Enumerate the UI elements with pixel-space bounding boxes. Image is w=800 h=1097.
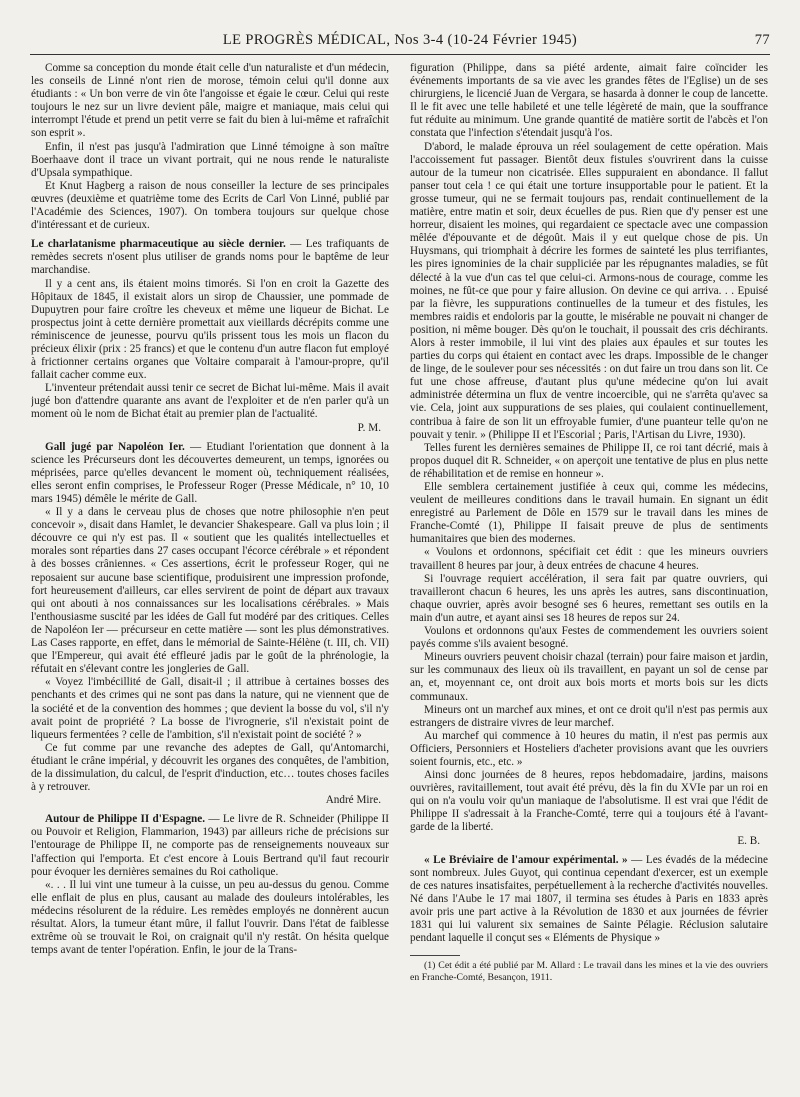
- journal-title: LE PROGRÈS MÉDICAL, Nos 3-4 (10-24 Février 1945): [222, 32, 578, 48]
- paragraph: « Il y a dans le cerveau plus de choses que notre philosophie n'en peut concevoir », disait dans Hamlet, le devancier Shakespeare. Gall va plus loin ; il découvre ce qui n'y est pas. Il « soutient que les qualités intellectuelles et morales sont réparties dans 27 cases occupant l'écorce cérébrale » et répondent à des bosses crâniennes. « Ces assertions, écrit le professeur Roger, qui ne reposaient sur aucune base scientifique, produisirent une impression profonde, fort heureusement d'ailleurs, car elles servirent de point de départ aux travaux qui ont abouti à nos connaissances sur les localisations cérébrales. » Mais l'enthousiasme suscité par les idées de Gall fut modéré par des critiques. Celles de Napoléon Ier — précurseur en cette matière — sont les plus démonstratives. Las Cases rapporte, en effet, dans le mémorial de Sainte-Hélène (t. III, ch. VII) que l'Empereur, qui avait été effleuré jadis par le goût de la phrénologie, la réfutait en s'élevant contre les jongleries de Gall.: [31, 506, 389, 676]
- paragraph: «. . . Il lui vint une tumeur à la cuisse, un peu au-dessus du genou. Comme elle enflait de plus en plus, causant au malade des douleurs intolérables, les médecins résolurent de la réduire. Les remèdes employés ne donnèrent aucun résultat. Alors, la tumeur étant mûre, il fallut l'ouvrir. Dans l'état de faiblesse extrême où se trouvait le Roi, on craignait qu'il n'y restât. On hésita quelque temps avant de tenter l'opération. Enfin, le jour de la Trans-: [31, 878, 389, 957]
- section-heading: Autour de Philippe II d'Espagne.: [45, 813, 206, 826]
- paragraph: « Voulons et ordonnons, spécifiait cet édit : que les mineurs ouvriers travaillent 8 heures par jour, à deux entrées de chacune 4 heures.: [410, 546, 768, 572]
- left-column: [31, 62, 389, 1090]
- paragraph: Si l'ouvrage requiert accélération, il sera fait par quatre ouvriers, qui travailleront chacun 6 heures, les uns après les autres, sans discontinuation, chaque ouvrier, après avoir besogné ses 6 heures, remettant ses outils en la main d'un autre, et ayant ainsi ses 18 heures de repos sur 24.: [410, 572, 768, 624]
- paragraph: Enfin, il n'est pas jusqu'à l'admiration que Linné témoigne à son maître Boerhaave dont il trace un vivant portrait, qui ne nous rende le naturaliste d'Upsala sympathique.: [31, 140, 389, 179]
- paragraph: Mineurs ont un marchef aux mines, et ont ce droit qu'il n'est pas permis aux estrangers de distraire vivres de leur marchef.: [410, 703, 768, 729]
- paragraph: — Etudiant l'orientation que donnent à la science les Précurseurs dont les découvertes demeurent, un temps, ignorées ou méprisées, parce qu'elles devancent le moment où, techniquement réalisées, elles seront enfin comprises, le Professeur Roger (Presse Médicale, n° 10, 10 mars 1945) démêle le mérite de Gall.: [31, 440, 389, 505]
- section-heading: « Le Bréviaire de l'amour expérimental. »: [424, 853, 628, 866]
- footnote: (1) Cet édit a été publié par M. Allard : Le travail dans les mines et la vie des ouvriers en Franche-Comté, Besançon, 1911.: [410, 960, 768, 983]
- article-charlatanisme: [31, 238, 389, 277]
- paragraph: — Les trafiquants de remèdes secrets n'osent plus utiliser de grands noms pour le baptême de leur marchandise.: [31, 238, 389, 277]
- author-signature: P. M.: [357, 421, 381, 434]
- page-number: 77: [754, 32, 770, 48]
- author-signature: E. B.: [737, 834, 760, 847]
- paragraph: Voulons et ordonnons qu'aux Festes de commendement les ouvriers soient payés comme s'ils avaient besogné.: [410, 625, 768, 651]
- right-column: [410, 62, 768, 1090]
- paragraph: — Les évadés de la médecine sont nombreux. Jules Guyot, qui continua cependant d'exercer, est un exemple de ces natures insatisfaites, perpétuellement à la recherche d'activités nouvelles. Né dans l'Aube le 17 mai 1807, il termina ses études à Paris en 1833 après avoir pris une part active à la Révolution de 1830 et aux journées de février 1831 qui lui valurent six semaines de Sainte Pélagie. Réclusion salutaire pendant laquelle il conçut ses « Eléments de Physique »: [410, 853, 768, 945]
- paragraph: « Voyez l'imbécillité de Gall, disait-il ; il attribue à certaines bosses des penchants et des crimes qui ne sont pas dans la nature, qui ne viennent que de la société et de la convention des hommes ; que devient la bosse du vol, s'il n'y avait point de propriété ? La bosse de l'ivrognerie, s'il n'existait point de liqueurs fermentées ? celle de l'ambition, s'il n'existait point de société ? »: [31, 676, 389, 741]
- running-header: [30, 30, 770, 55]
- author-signature: André Mire.: [325, 794, 381, 807]
- paragraph: Il y a cent ans, ils étaient moins timorés. Si l'on en croit la Gazette des Hôpitaux de 1845, il existait alors un sirop de Chaussier, une pommade de Dupuytren pour faire croître les cheveux et même une liqueur de Bichat. Le prospectus joint à cette dernière promettait aux vieillards décrépits comme une réminiscence de jeunesse, pourvu qu'ils prissent tous les mois un flacon du précieux élixir (prix : 25 francs) et que le contenu d'un autre flacon fut employé à frictionner certains organes que Voltaire comparait à l'amour-propre, qu'il fallait cacher comme eux.: [31, 277, 389, 382]
- article-philippe: [31, 813, 389, 878]
- paragraph: Ce fut comme par une revanche des adeptes de Gall, qu'Antomarchi, étudiant le crâne impérial, y découvrit les organes des conquêtes, de l'ambition, de la dissimulation, du calcul, de l'esprit d'induction, etc… toutes choses faciles à y retrouver.: [31, 741, 389, 794]
- paragraph: Telles furent les dernières semaines de Philippe II, ce roi tant décrié, mais à propos duquel dit R. Schneider, « on aperçoit une tentative de plus en plus nette de réhabilitation et de remise en honneur ».: [410, 441, 768, 480]
- paragraph: Comme sa conception du monde était celle d'un naturaliste et d'un médecin, les conseils de Linné n'ont rien de morose, témoin celui qu'il donne aux étudiants : « Un bon verre de vin ôte l'angoisse et égaie le cœur. Celui qui reste toujours le nez sur un livre devient pâle, maigre et maniaque, mais celui qui interrompt l'étude et prend un petit verre se fait du bien à lui-même et rafraîchit son esprit ».: [31, 62, 389, 140]
- paragraph: D'abord, le malade éprouva un réel soulagement de cette opération. Mais l'accoissement fut passager. Bientôt deux fistules s'ouvrirent dans la cuisse autour de la tumeur non cicatrisée. Elles suppuraient en abondance. Il fallut panser tout cela ! ce qui était une torture insupportable pour le patient. Et la grosse tumeur, qui ne se fermait toujours pas, rendait continuellement de la matière, entre matin et soir, deux écuelles de pus. Rien que d'y penser est une horreur, disaient les moines, qui regardaient ce spectacle avec une compassion mêlée d'épouvante et de dégoût. Mais il y eut quelque chose de pis. Un Huysmans, qui triomphait à décrire les formes de sainteté les plus terrifiantes, les pires ignominies de la chair suppliciée par les répugnantes maladies, se fût délecté à la vue d'un cas tel que celui-ci. Armons-nous de courage, comme les moines, ne fût-ce que pour y faire allusion. On devine ce qui arriva. . . Epuisé par la fièvre, les suppurations continuelles de la tumeur et des fistules, les membres raidis et endoloris par la goutte, le misérable ne pouvait ni changer de position, ni même bouger. Dès qu'on le touchait, il poussait des cris déchirants. Alors à rester immobile, il lui vint des plaies aux épaules et sur toutes les parties du corps qui étaient en contact avec les draps. Impossible de le changer de linge, de le soulever pour ses nécessités : on dut faire un trou dans son lit. Ce fut une chose affreuse, d'autant plus qu'une médecine qu'on lui avait administrée détermina un flux de ventre incoercible, qui ne s'arrêta qu'avec sa vie. Cela, joint aux suppurations de ses plaies, qui coulaient continuellement, contribua à faire de son lit un effroyable fumier, d'une puanteur telle qu'on ne pouvait y tenir. » (Philippe II et l'Escorial ; Paris, l'Artisan du Livre, 1930).: [410, 140, 768, 441]
- paragraph: Mineurs ouvriers peuvent choisir chazal (terrain) pour faire maison et jardin, sur les communaux des lieux où ils travaillent, en payant un sol de cense par an, et, moyennant ce, ont droit aux bois morts et morts bois sur les dicts communaux.: [410, 651, 768, 703]
- paragraph: Ainsi donc journées de 8 heures, repos hebdomadaire, jardins, maisons ouvrières, ravitaillement, tout avait été prévu, dès la fin du XVIe par un roi en qui on n'a voulu voir qu'un maniaque de l'absolutisme. Il est vrai que l'édit de Philippe II s'adressait à la Franche-Comté, terre qui a toujours été à l'avant-garde de la liberté.: [410, 769, 768, 834]
- article-gall: [31, 441, 389, 506]
- section-heading: Le charlatanisme pharmaceutique au siècle dernier.: [31, 238, 286, 251]
- section-heading: Gall jugé par Napoléon Ier.: [45, 440, 185, 453]
- paragraph: figuration (Philippe, dans sa piété ardente, aimait faire coïncider les événements importants de sa vie avec les grandes fêtes de l'Eglise) un de ses chirurgiens, le licencié Juan de Vergara, se hasarda à donner le coup de lancette. Il le fit avec une telle habileté et une telle légèreté de main, que la souffrance fut réduite au minimum. Une grande quantité de matière sortit de l'abcès et l'on constata que l'infection s'étendait jusqu'à l'os.: [410, 62, 768, 140]
- paragraph: Au marchef qui commence à 10 heures du matin, il n'est pas permis aux Officiers, Personniers et Hosteliers d'acheter provisions avant que les ouvriers soient fournis, etc., etc. »: [410, 729, 768, 768]
- paragraph: Elle semblera certainement justifiée à ceux qui, comme les médecins, veulent de meilleures conditions dans le travail humain. En signant un édit enregistré au Parlement de Dôle en 1579 sur le travail dans les mines de Franche-Comté (1), Philippe II faisait preuve de plus de sentiments humanitaires que bien des modernes.: [410, 481, 768, 546]
- article-breviaire: [410, 854, 768, 946]
- footnote-rule: [410, 955, 460, 956]
- paragraph: Et Knut Hagberg a raison de nous conseiller la lecture de ses principales œuvres (deuxième et quatrième tome des Ecrits de Carl Von Linné, publié par l'Académie des Sciences, 1907). On tombera toujours sur quelque chose d'intéressant et de curieux.: [31, 179, 389, 232]
- paragraph: — Le livre de R. Schneider (Philippe II ou Pouvoir et Religion, Flammarion, 1943) par ailleurs riche de précisions sur l'entourage de Philippe II, ne comporte pas de renseignements nouveaux sur l'affection qui l'emporta. Et c'est encore à Louis Bertrand qu'il faut recourir pour évoquer les dernières semaines du Roi catholique.: [31, 813, 389, 878]
- paragraph: L'inventeur prétendait aussi tenir ce secret de Bichat lui-même. Mais il avait jugé bon d'attendre quarante ans avant de l'exploiter et de n'en parler qu'à un moment où le nom de Bichat était au premier plan de l'actualité.: [31, 382, 389, 421]
